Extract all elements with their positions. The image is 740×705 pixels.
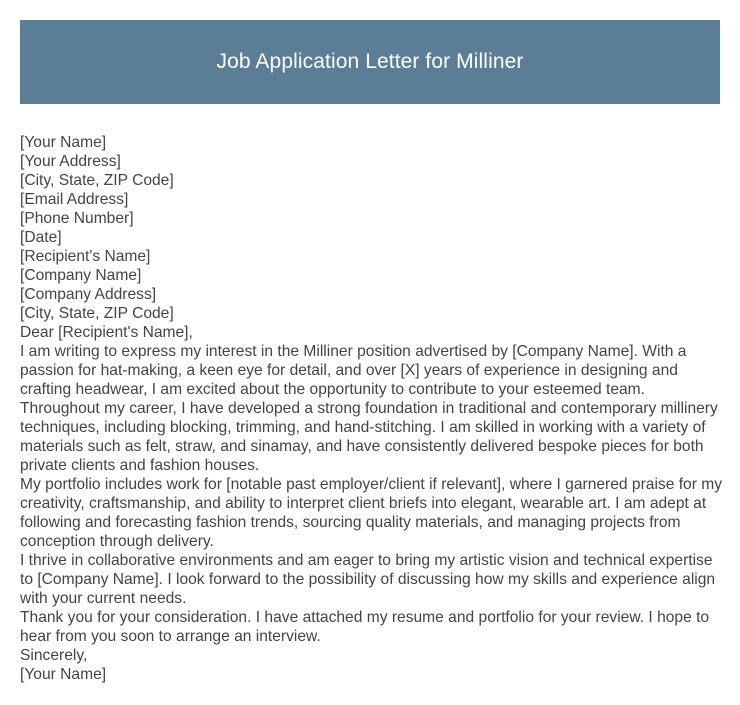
recipient-name: [Recipient's Name]: [20, 248, 151, 265]
company-city-state-zip: [City, State, ZIP Code]: [20, 305, 174, 322]
sender-city-state-zip: [City, State, ZIP Code]: [20, 172, 174, 189]
company-name: [Company Name]: [20, 267, 142, 284]
closing: Sincerely,: [20, 647, 88, 664]
header-banner: [20, 20, 720, 104]
page-title: Job Application Letter for Milliner: [216, 50, 524, 73]
sender-email: [Email Address]: [20, 191, 129, 208]
paragraph-thanks: Thank you for your consideration. I have attached my resume and portfolio for your review. I hope to hear from you soon to arrange an interview.: [20, 609, 710, 645]
sender-address: [Your Address]: [20, 153, 121, 170]
sender-name: [Your Name]: [20, 134, 107, 151]
paragraph-motivation: I thrive in collaborative environments and am eager to bring my artistic vision and technical expertise to [Company Name]. I look forward to the possibility of discussing how my skills and experience align with your current needs.: [20, 552, 716, 607]
paragraph-portfolio: My portfolio includes work for [notable past employer/client if relevant], where I garnered praise for my creativity, craftsmanship, and ability to interpret client briefs into elegant, wearable art. I am adept at following and forecasting fashion trends, sourcing quality materials, and managing projects from conception through delivery.: [20, 476, 723, 550]
letter-body: [20, 133, 725, 684]
signature-name: [Your Name]: [20, 666, 107, 683]
salutation: Dear [Recipient's Name],: [20, 324, 193, 341]
paragraph-experience: Throughout my career, I have developed a strong foundation in traditional and contemporary millinery techniques, including blocking, trimming, and hand-stitching. I am skilled in working with a variety of materials such as felt, straw, and sinamay, and have consistently delivered bespoke pieces for both private clients and fashion houses.: [20, 400, 718, 474]
letter-date: [Date]: [20, 229, 62, 246]
company-address: [Company Address]: [20, 286, 157, 303]
paragraph-intro: I am writing to express my interest in the Milliner position advertised by [Company Name]. With a passion for hat-making, a keen eye for detail, and over [X] years of experience in designing and crafting headwear, I am excited about the opportunity to contribute to your esteemed team.: [20, 343, 687, 398]
sender-phone: [Phone Number]: [20, 210, 134, 227]
